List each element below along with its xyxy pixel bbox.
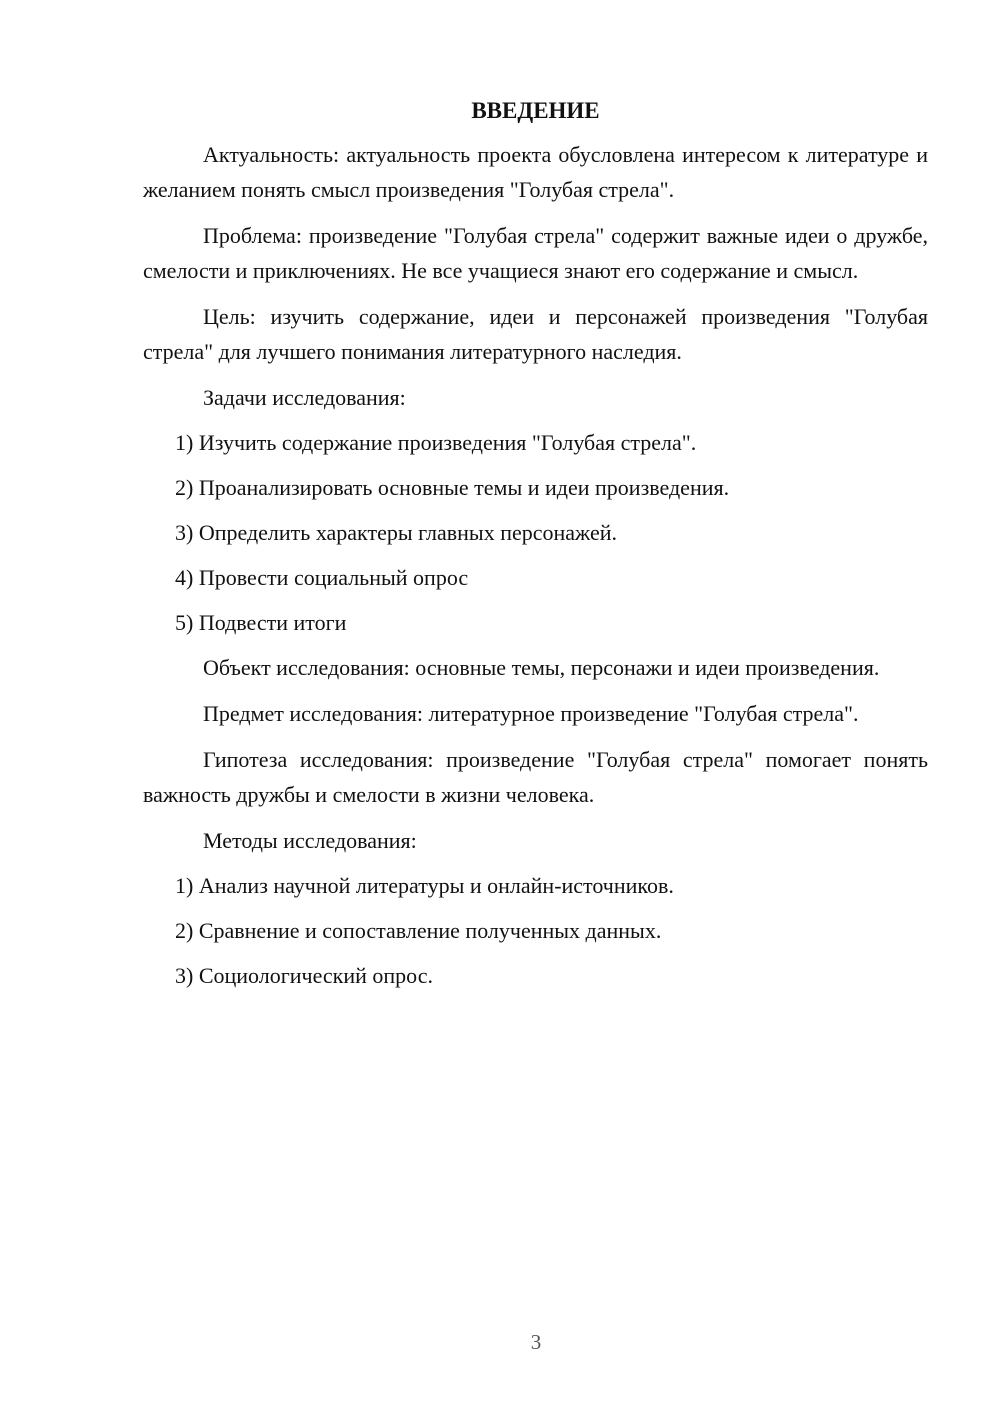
method-item: 3) Социологический опрос. — [175, 963, 433, 988]
subject-paragraph: Предмет исследования: литературное произведение "Голубая стрела". — [203, 701, 859, 726]
task-item: 5) Подвести итоги — [175, 610, 347, 635]
page-number: 3 — [530, 1330, 542, 1354]
relevance-paragraph: Актуальность: актуальность проекта обусловлена интересом к литературе и желанием понять смысл произведения "Голубая стрела". — [143, 142, 928, 202]
object-paragraph: Объект исследования: основные темы, персонажи и идеи произведения. — [203, 655, 880, 680]
goal-paragraph: Цель: изучить содержание, идеи и персонажей произведения "Голубая стрела" для лучшего понимания литературного наследия. — [143, 304, 928, 364]
tasks-list — [143, 425, 928, 640]
task-item: 2) Проанализировать основные темы и идеи произведения. — [175, 475, 730, 500]
document-page — [143, 94, 928, 1003]
methods-list — [143, 868, 928, 993]
tasks-heading: Задачи исследования: — [203, 385, 406, 410]
section-title: ВВЕДЕНИЕ — [471, 98, 600, 123]
method-item: 2) Сравнение и сопоставление полученных данных. — [175, 918, 662, 943]
task-item: 1) Изучить содержание произведения "Голубая стрела". — [175, 430, 697, 455]
hypothesis-paragraph: Гипотеза исследования: произведение "Голубая стрела" помогает понять важность дружбы и смелости в жизни человека. — [143, 747, 928, 807]
task-item: 4) Провести социальный опрос — [175, 565, 469, 590]
problem-paragraph: Проблема: произведение "Голубая стрела" содержит важные идеи о дружбе, смелости и приключениях. Не все учащиеся знают его содержание и смысл. — [143, 223, 928, 283]
methods-heading: Методы исследования: — [203, 828, 417, 853]
task-item: 3) Определить характеры главных персонажей. — [175, 520, 617, 545]
method-item: 1) Анализ научной литературы и онлайн-источников. — [175, 873, 674, 898]
